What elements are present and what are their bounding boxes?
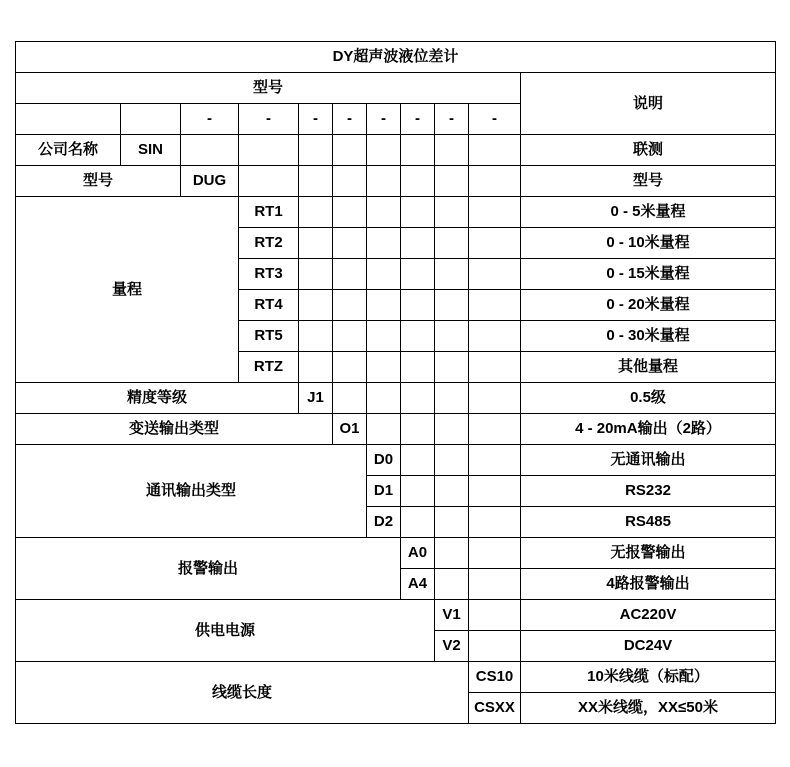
spacer-cell xyxy=(435,352,469,383)
spacer-cell xyxy=(299,197,333,228)
spacer-cell xyxy=(469,445,521,476)
spacer-cell xyxy=(435,321,469,352)
spacer-cell xyxy=(469,135,521,166)
row-label-comm-output: 通讯输出类型 xyxy=(16,445,367,538)
desc-cell: 无通讯输出 xyxy=(521,445,776,476)
table-row xyxy=(16,383,776,414)
spacer-cell xyxy=(401,259,435,290)
desc-cell: 0.5级 xyxy=(521,383,776,414)
spacer-cell xyxy=(435,569,469,600)
spacer-cell xyxy=(435,538,469,569)
spacer-cell xyxy=(401,290,435,321)
table-row xyxy=(16,135,776,166)
spacer-cell xyxy=(367,352,401,383)
row-label-alarm-output: 报警输出 xyxy=(16,538,401,600)
spacer-cell xyxy=(401,414,435,445)
spacer-cell xyxy=(469,228,521,259)
spacer-cell xyxy=(333,197,367,228)
spacer-cell xyxy=(367,135,401,166)
table-row xyxy=(16,73,776,104)
code-cell-j1: J1 xyxy=(299,383,333,414)
desc-cell: 无报警输出 xyxy=(521,538,776,569)
spacer-cell xyxy=(299,290,333,321)
spacer-cell xyxy=(239,166,299,197)
desc-cell: 其他量程 xyxy=(521,352,776,383)
spacer-cell xyxy=(435,166,469,197)
spacer-cell xyxy=(333,259,367,290)
spacer-cell xyxy=(299,352,333,383)
desc-cell: 0 - 20米量程 xyxy=(521,290,776,321)
spacer-cell xyxy=(469,569,521,600)
code-cell-rt5: RT5 xyxy=(239,321,299,352)
spacer-cell xyxy=(469,197,521,228)
code-cell-v2: V2 xyxy=(435,631,469,662)
spacer-cell xyxy=(299,228,333,259)
spacer-cell xyxy=(299,166,333,197)
spacer-cell xyxy=(435,445,469,476)
table-title: DY超声波液位差计 xyxy=(16,42,776,73)
spacer-cell xyxy=(333,290,367,321)
spacer-cell xyxy=(367,228,401,259)
spacer-cell xyxy=(435,414,469,445)
spacer-cell xyxy=(367,383,401,414)
spacer-cell xyxy=(333,321,367,352)
desc-cell: 0 - 15米量程 xyxy=(521,259,776,290)
row-label-range: 量程 xyxy=(16,197,239,383)
table-row xyxy=(16,414,776,445)
spacer-cell xyxy=(435,290,469,321)
table-row xyxy=(16,166,776,197)
spacer-cell xyxy=(435,197,469,228)
desc-cell: 0 - 30米量程 xyxy=(521,321,776,352)
spacer-cell xyxy=(435,383,469,414)
spacer-cell xyxy=(401,445,435,476)
spacer-cell xyxy=(401,197,435,228)
spacer-cell xyxy=(469,631,521,662)
spacer-cell xyxy=(299,321,333,352)
spacer-cell xyxy=(181,135,239,166)
spacer-cell xyxy=(469,538,521,569)
spacer-cell xyxy=(401,383,435,414)
spacer-cell xyxy=(367,166,401,197)
code-cell-rt4: RT4 xyxy=(239,290,299,321)
code-cell-rt3: RT3 xyxy=(239,259,299,290)
desc-cell: RS232 xyxy=(521,476,776,507)
spacer-cell xyxy=(401,476,435,507)
spacer-cell xyxy=(435,228,469,259)
spacer-cell xyxy=(401,166,435,197)
table-row xyxy=(16,662,776,693)
row-label-cable-length: 线缆长度 xyxy=(16,662,469,724)
table-row xyxy=(16,538,776,569)
code-cell-sin: SIN xyxy=(121,135,181,166)
desc-cell: 4 - 20mA输出（2路） xyxy=(521,414,776,445)
code-cell-cs10: CS10 xyxy=(469,662,521,693)
row-label-model: 型号 xyxy=(16,166,181,197)
spacer-cell xyxy=(401,507,435,538)
dash-cell: - xyxy=(401,104,435,135)
desc-cell: 型号 xyxy=(521,166,776,197)
spacer-cell xyxy=(401,321,435,352)
spacer-cell xyxy=(367,197,401,228)
desc-cell: DC24V xyxy=(521,631,776,662)
spacer-cell xyxy=(333,166,367,197)
description-header: 说明 xyxy=(521,73,776,135)
code-cell-d1: D1 xyxy=(367,476,401,507)
dash-cell: - xyxy=(435,104,469,135)
table-row xyxy=(16,197,776,228)
code-cell-rtz: RTZ xyxy=(239,352,299,383)
dash-cell: - xyxy=(469,104,521,135)
dash-cell: - xyxy=(181,104,239,135)
desc-cell: 0 - 10米量程 xyxy=(521,228,776,259)
spacer-cell xyxy=(333,383,367,414)
model-header: 型号 xyxy=(16,73,521,104)
model-selection-table xyxy=(15,41,776,724)
desc-cell: 10米线缆（标配） xyxy=(521,662,776,693)
code-cell-d0: D0 xyxy=(367,445,401,476)
desc-cell: 0 - 5米量程 xyxy=(521,197,776,228)
code-cell-dug: DUG xyxy=(181,166,239,197)
spacer-cell xyxy=(367,259,401,290)
spacer-cell xyxy=(469,290,521,321)
row-label-power-supply: 供电电源 xyxy=(16,600,435,662)
spacer-cell xyxy=(469,259,521,290)
spacer-cell xyxy=(469,383,521,414)
spacer-cell xyxy=(333,228,367,259)
spacer-cell xyxy=(333,135,367,166)
code-cell-csxx: CSXX xyxy=(469,693,521,724)
table-row xyxy=(16,445,776,476)
desc-cell: 联测 xyxy=(521,135,776,166)
dash-cell-spacer xyxy=(121,104,181,135)
spacer-cell xyxy=(469,414,521,445)
spacer-cell xyxy=(401,228,435,259)
desc-cell: 4路报警输出 xyxy=(521,569,776,600)
spacer-cell xyxy=(299,259,333,290)
code-cell-d2: D2 xyxy=(367,507,401,538)
spacer-cell xyxy=(401,352,435,383)
spacer-cell xyxy=(435,135,469,166)
spacer-cell xyxy=(469,600,521,631)
spacer-cell xyxy=(469,476,521,507)
spacer-cell xyxy=(435,259,469,290)
row-label-company: 公司名称 xyxy=(16,135,121,166)
code-cell-a0: A0 xyxy=(401,538,435,569)
code-cell-v1: V1 xyxy=(435,600,469,631)
spacer-cell xyxy=(469,352,521,383)
dash-cell: - xyxy=(333,104,367,135)
row-label-accuracy: 精度等级 xyxy=(16,383,299,414)
spacer-cell xyxy=(299,135,333,166)
spacer-cell xyxy=(469,321,521,352)
dash-cell: - xyxy=(367,104,401,135)
table-row xyxy=(16,42,776,73)
spacer-cell xyxy=(469,166,521,197)
desc-cell: RS485 xyxy=(521,507,776,538)
code-cell-rt2: RT2 xyxy=(239,228,299,259)
dash-cell: - xyxy=(299,104,333,135)
dash-cell: - xyxy=(239,104,299,135)
spacer-cell xyxy=(435,507,469,538)
spacer-cell xyxy=(367,321,401,352)
spacer-cell xyxy=(435,476,469,507)
spacer-cell xyxy=(367,290,401,321)
spacer-cell xyxy=(333,352,367,383)
desc-cell: XX米线缆，XX≤50米 xyxy=(521,693,776,724)
table-row xyxy=(16,600,776,631)
dash-cell-spacer xyxy=(16,104,121,135)
code-cell-a4: A4 xyxy=(401,569,435,600)
spacer-cell xyxy=(367,414,401,445)
row-label-transmitter-output: 变送输出类型 xyxy=(16,414,333,445)
spacer-cell xyxy=(401,135,435,166)
spacer-cell xyxy=(239,135,299,166)
code-cell-o1: O1 xyxy=(333,414,367,445)
spacer-cell xyxy=(469,507,521,538)
desc-cell: AC220V xyxy=(521,600,776,631)
code-cell-rt1: RT1 xyxy=(239,197,299,228)
